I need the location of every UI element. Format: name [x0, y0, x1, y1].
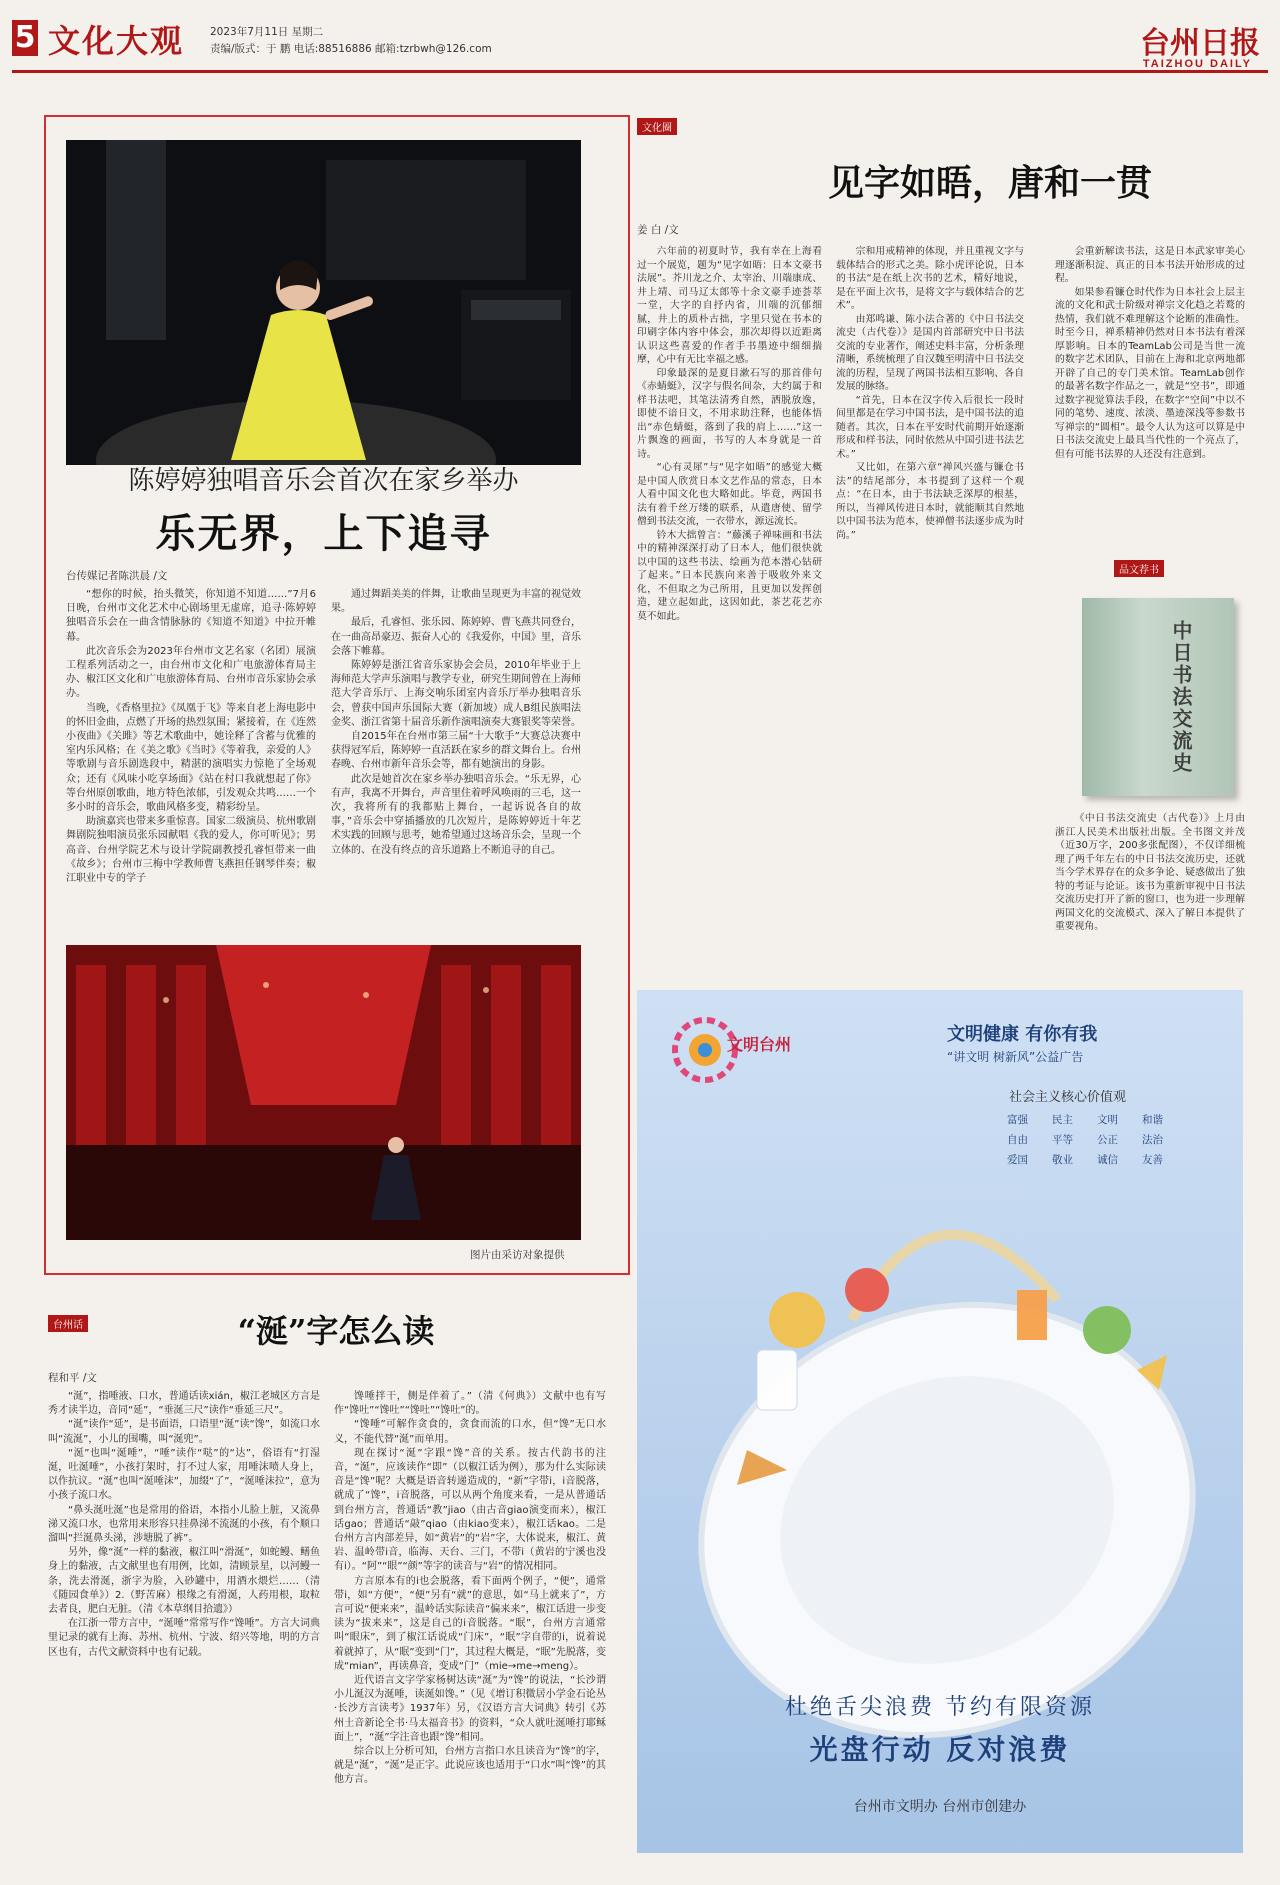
paragraph: 当晚，《香格里拉》《凤凰于飞》等来自老上海电影中的怀旧金曲，点燃了开场的热烈氛围；紧接着，在《连然小夜曲》《关雎》等艺术歌曲中，她诠释了含蓄与优雅的室内乐风格；在《美之歌》《当时》《等着我，亲爱的人》等歌剧与音乐剧选段中，精湛的演唱实力惊艳了全场观众；还有《风味小吃享场面》《站在村口我就想起了你》等台州原创歌曲，地方特色浓郁，引发观众共鸣……一个多小时的音乐会，歌曲风格多变，精彩纷呈。	[66, 702, 316, 814]
ad-line-1: 杜绝舌尖浪费 节约有限资源	[785, 1695, 1095, 1720]
paragraph: “鼻头涎吐涎”也是常用的俗语，本指小儿脸上脏，又流鼻涕又流口水，也常用来形容只挂鼻涕不流涎的小孩，有个顺口溜叫“拦涎鼻头涕，涉塘脱了裤”。	[48, 1504, 320, 1545]
paragraph: “首先，日本在汉字传入后很长一段时间里都是在学习中国书法，是中国书法的追随者。其次，日本在平安时代前期开始逐渐形成和样书法，同时依然从中国引进书法艺术。”	[836, 394, 1024, 460]
bottom-column-2	[334, 1390, 606, 1860]
paragraph: 另外，像“涎”一样的黏液，椒江叫“滑涎”，如蛇鳗、鳝鱼身上的黏液，古文献里也有用例，比如，清顾景星，以河鳗一条，洗去滑涎，浙字为脸，入砂罐中，用酒水煨烂……（清《随园食单》）2.（野苦麻）根缘之有滑涎，人药用根，取粒去者良，肥白无脏。（清《本草纲目拾遗》）	[48, 1547, 320, 1616]
ad-slogan-2: “讲文明 树新风”公益广告	[947, 1050, 1084, 1064]
bottom-column-1	[48, 1390, 320, 1860]
core-value: 富强	[1007, 1114, 1028, 1126]
book-cover	[1082, 598, 1234, 796]
core-values-title: 社会主义核心价值观	[1009, 1090, 1127, 1105]
paragraph: 助演嘉宾也带来多重惊喜。国家二级演员、杭州歌剧舞剧院独唱演员张乐园献唱《我的爱人，你可听见》；男高音、台州学院艺术与设计学院副教授孔睿恒带来一曲《故乡》；台州市三梅中学教师曹飞燕担任钢琴伴奏；椒江职业中专的学子	[66, 816, 316, 885]
core-value: 平等	[1052, 1134, 1073, 1146]
paragraph: 此次音乐会为2023年台州市文艺名家（名团）展演工程系列活动之一，由台州市文化和广电旅游体育局主办、椒江区文化和广电旅游体育局、台州市音乐家协会承办。	[66, 645, 316, 700]
core-value: 和谐	[1142, 1114, 1163, 1126]
article-subtitle: 陈婷婷独唱音乐会首次在家乡举办	[128, 466, 519, 496]
concert-photo-1	[66, 140, 581, 465]
paragraph: “涎”，指唾液、口水，普通话读xián，椒江老城区方言是秀才读半边，音同“延”，“垂涎三尺”读作“垂延三尺”。	[48, 1391, 320, 1417]
paragraph: 综合以上分析可知，台州方言指口水且读音为“馋”的字，就是“涎”，“涎”是正字。此说应该也适用于“口水”叫“馋”的其他方言。	[334, 1746, 606, 1786]
article-column-1	[66, 588, 316, 923]
paragraph: 六年前的初夏时节，我有幸在上海看过一个展览，题为“见字如晤：日本文豪书法展”。芥川龙之介、太宰治、川端康成、井上靖、司马辽太郎等十余文豪手迹荟萃一堂，大字的自抒内省，川端的沉郁细腻，井上的质朴古拙，字里只觉在书本的印刷字体内容中体会，那次却得以近距离认识这些喜爱的作者手书墨迹中细细揣摩，心中有无比幸福之感。	[637, 246, 822, 365]
paragraph: 陈婷婷是浙江省音乐家协会会员，2010年毕业于上海师范大学声乐演唱与教学专业，研究生期间曾在上海师范大学音乐厅、上海交响乐团室内音乐厅举办独唱音乐会，曾获中国声乐国际大赛（新加坡）成人B组民族唱法金奖、浙江省第十届音乐新作演唱演奏大赛银奖等荣誉。	[331, 660, 581, 728]
paragraph: “涎”也叫“涎唾”，“唾”读作“哒”的“达”，俗语有“打湿涎，吐涎唾”，小孩打架时，打不过人家，用唾沫喷人身上，以作抗议。“涎”也叫“涎唾沫”，加缀“了”，“涎唾沫拉”，意为小孩子流口水。	[48, 1447, 320, 1502]
book-cover-title: 中日书法交流史	[1169, 620, 1193, 774]
bottom-article-tag: 台州话	[48, 1315, 88, 1332]
core-values-grid	[1007, 1112, 1187, 1167]
paragraph: 如果参看镰仓时代作为日本社会上层主流的文化和武士阶级对禅宗文化趋之若鹜的热情，我们就不难理解这个论断的准确性。时至今日，禅系精神仍然对日本书法有着深厚影响。日本的TeamLab公司是当世一流的数字艺术团队，目前在上海和北京两地都开辟了自己的专门美术馆。TeamLab创作的最著名数字作品之一，就是“空书”，即通过数字视觉算法手段，在数字“空间”中以不同的笔势、速度、浓淡、墨迹深浅等参数书写禅宗的“圆相”。最令人认为这可以算是中日书法交流史上最具当代性的一个亮点了，但有可能书法界的人还没有注意到。	[1055, 286, 1245, 460]
article-title: 乐无界，上下追寻	[155, 510, 492, 557]
paragraph: 会重新解读书法，这是日本武家审美心理逐渐积淀、真正的日本书法开始形成的过程。	[1055, 246, 1245, 284]
paragraph: 宗和用戒精神的体现，并且重视文字与载体结合的形式之美。除小虎评论说，日本的书法“是在纸上次书的艺术，精好地说，是在平面上次书，是将文字与载体结合的艺术”。	[836, 246, 1024, 311]
header-divider	[12, 70, 1268, 73]
article-column-2	[331, 588, 581, 923]
paragraph: 印象最深的是夏目漱石写的那首俳句《赤蜻蜓》，汉字与假名间杂，大约属于和样书法吧，其笔法清秀自然，洒脱放逸，即使不谙日文，不用求助注释，也能体悟出“赤色蜻蜓，落到了我的肩上……”这一片飘逸的画面，书写的人本身就是一首诗。	[637, 367, 822, 460]
ad-sponsor: 台州市文明办 台州市创建办	[853, 1799, 1027, 1815]
paragraph: 近代语言文字学家杨树达读“涎”为“馋”的说法，“长沙谓小儿涎汉为涎唾，读涎如馋。”（见《增订积微居小学金石论丛·长沙方言读考》1937年）另，《汉语方言大词典》转引《苏州土音新论全书·马太福音书》的资料，“众人就吐涎唾打耶稣面上”，“涎”字注音也跟“馋”相同。	[334, 1675, 606, 1743]
right-article-title: 见字如晤，唐和一贯	[827, 162, 1152, 204]
core-value: 友善	[1142, 1154, 1163, 1166]
paragraph: 馋唾拌干，侧是伴着了。”（清《何典》）文献中也有写作“馋吐”“馋吐”“馋吐”“馋吐”的。	[334, 1391, 606, 1417]
newspaper-logo: 台州日报	[1140, 26, 1260, 61]
photo-credit: 图片由采访对象提供	[470, 1249, 565, 1261]
paragraph: “想你的时候，抬头微笑，你知道不知道……”7月6日晚，台州市文化艺术中心剧场里无虚席，追寻·陈婷婷独唱音乐会在一曲含情脉脉的《知道不知道》中拉开帷幕。	[66, 589, 316, 643]
ad-slogan-1: 文明健康 有你有我	[947, 1024, 1098, 1045]
right-column-1	[637, 245, 822, 955]
bottom-article-title: “涎”字怎么读	[237, 1312, 435, 1350]
paragraph: 由郑鸣谦、陈小法合著的《中日书法交流史（古代卷）》是国内首部研究中日书法交流的专业著作，阐述史料丰富，分析条理清晰，系统梳理了自汉魏至明清中日书法交流的历程，呈现了两国书法相互影响、各自发展的脉络。	[836, 313, 1024, 392]
paragraph: 在江浙一带方言中，“涎唾”常常写作“馋唾”。方言大词典里记录的就有上海、苏州、杭州、宁波、绍兴等地，明的方言区也有，古代文献资料中也有记载。	[48, 1618, 320, 1658]
page-number: 5	[12, 20, 38, 56]
core-value: 自由	[1007, 1134, 1028, 1146]
issue-date: 2023年7月11日 星期二	[210, 26, 324, 38]
book-tag: 品文荐书	[1114, 560, 1164, 577]
right-column-2	[836, 245, 1024, 955]
concert-photo-2	[66, 945, 581, 1240]
newspaper-logo-en: TAIZHOU DAILY	[1142, 58, 1252, 70]
core-value: 敬业	[1052, 1154, 1073, 1166]
paragraph: 《中日书法交流史（古代卷）》上月由浙江人民美术出版社出版。全书图文并茂（近30万字，200多张配图），不仅详细梳理了两千年左右的中日书法交流历史，还就当今学术界存在的众多争论、疑惑做出了独特的考证与论证。该书为重新审视中日书法交流历史打开了新的窗口，也为进一步理解两国文化的交流模式、深入了解日本提供了重要视角。	[1055, 813, 1245, 932]
paragraph: 又比如，在第六章“禅风兴盛与镰仓书法”的结尾部分，本书提到了这样一个观点：“在日本，由于书法缺乏深厚的根基，所以，当禅风传进日本时，就能顺其自然地以中国书法为范本，使禅僧书法逐步成为时尚。”	[836, 462, 1024, 541]
ad-line-2: 光盘行动 反对浪费	[809, 1733, 1071, 1766]
issue-meta	[210, 24, 492, 58]
core-value: 文明	[1097, 1114, 1118, 1126]
paragraph: 此次是她首次在家乡举办独唱音乐会。“乐无界，心有声，我离不开舞台，声音里住着呼风唤雨的三毛，这一次，我将所有的我都贴上舞台，一起诉说各自的故事，”音乐会中穿插播放的几次短片，是陈婷婷近十年艺术实践的回顾与思考，她希望通过这场音乐会，呈现一个立体的、在没有终点的音乐道路上不断追寻的自己。	[331, 773, 581, 856]
right-article-byline: 姜 白 /文	[637, 224, 679, 236]
public-service-ad	[637, 990, 1243, 1853]
core-value: 民主	[1052, 1114, 1073, 1126]
ad-brand: 文明台州	[727, 1035, 792, 1054]
article-byline: 台传媒记者陈洪晨 /文	[66, 570, 168, 582]
paragraph: “心有灵犀”与“见字如晤”的感觉大概是中国人欣赏日本文艺作品的常态，日本人看中国文化也大略如此。毕竟，两国书法有着千丝万缕的联系，从遣唐使、留学僧到书法交流，一衣带水，源远流长。	[637, 462, 822, 527]
paragraph: 自2015年在台州市第三届“十大歌手”大赛总决赛中获得冠军后，陈婷婷一直活跃在家乡的群文舞台上。台州春晚、台州市新年音乐会等，都有她演出的身影。	[331, 731, 581, 771]
paragraph: 钤木大拙曾言：“藤溪子禅味画和书法中的精神深深打动了日本人，他们很快就以中国的这些书法、绘画为范本潜心钻研了起来。”日本民族向来善于吸收外来文化，不但取之为己所用，且更加以发挥创造，建立起如此，这因如此，茶艺花艺亦莫不如此。	[637, 529, 822, 622]
core-value: 爱国	[1007, 1154, 1028, 1166]
core-value: 公正	[1097, 1134, 1118, 1146]
editor-info: 责编/版式：于 鹏 电话:88516886 邮箱:tzrbwh@126.com	[210, 43, 492, 55]
paragraph: 现在探讨“涎”字跟“馋”音的关系。按古代韵书的注音，“涎”，应该读作“即”（以椒江话为例），那为什么实际读音是“馋”呢？大概是语音转递造成的，“新”字带i，i音脱落，就成了“馋”，i音脱落，可以从两个角度来看，一是从普通话到台州方言，普通话“教”jiao（由古音giao演变而来），椒江话gao；普通话“敲”qiao（由kiao变来），椒江话kao。二是台州方言内部差异，如“黄岩”的“岩”字，大体说来，椒江、黄岩、温岭带i音，临海、天台、三门，不带i（黄岩的宁溪也没有i）。“阿”“眼”“颜”等字的读音与“岩”的情况相同。	[334, 1447, 606, 1573]
section-title: 文化大观	[48, 22, 185, 60]
book-description	[1055, 812, 1245, 957]
core-value: 法治	[1142, 1134, 1163, 1146]
right-article-tag: 文化圈	[637, 118, 677, 135]
paragraph: 方言原本有的i也会脱落，看下面两个例子，“便”，通常带i，如“方便”，“便”另有“就”的意思，如“马上就来了”，方言可说“便来来”，温岭话实际读音“偏来来”，椒江话进一步变读为“拔来来”，这是自己的i音脱落。“眠”，台州方言通常叫“眼床”，到了椒江话说成“门床”，“眠”字自带的i，说着说着就掉了，从“眠”变到“门”，其过程大概是，“眠”先脱落，变成“mian”，再读鼻音，变成“门”（mie→me→meng）。	[334, 1575, 606, 1672]
paragraph: “涎”读作“延”，是书面语，口语里“涎”读“馋”，如流口水叫“流涎”，小儿的围嘴，叫“涎兜”。	[48, 1419, 320, 1445]
core-value: 诚信	[1097, 1154, 1118, 1166]
paragraph: “馋唾”可解作贪食的，贪食而流的口水，但“馋”无口水义，不能代替“涎”而单用。	[334, 1419, 606, 1445]
right-column-3	[1055, 245, 1245, 525]
paragraph: 最后，孔睿恒、张乐园、陈婷婷、曹飞燕共同登台，在一曲高昂豪迈、振奋人心的《我爱你，中国》里，音乐会落下帷幕。	[331, 617, 581, 657]
paragraph: 通过舞蹈美美的伴舞，让歌曲呈现更为丰富的视觉效果。	[331, 589, 581, 615]
bottom-article-byline: 程和平 /文	[48, 1372, 97, 1384]
